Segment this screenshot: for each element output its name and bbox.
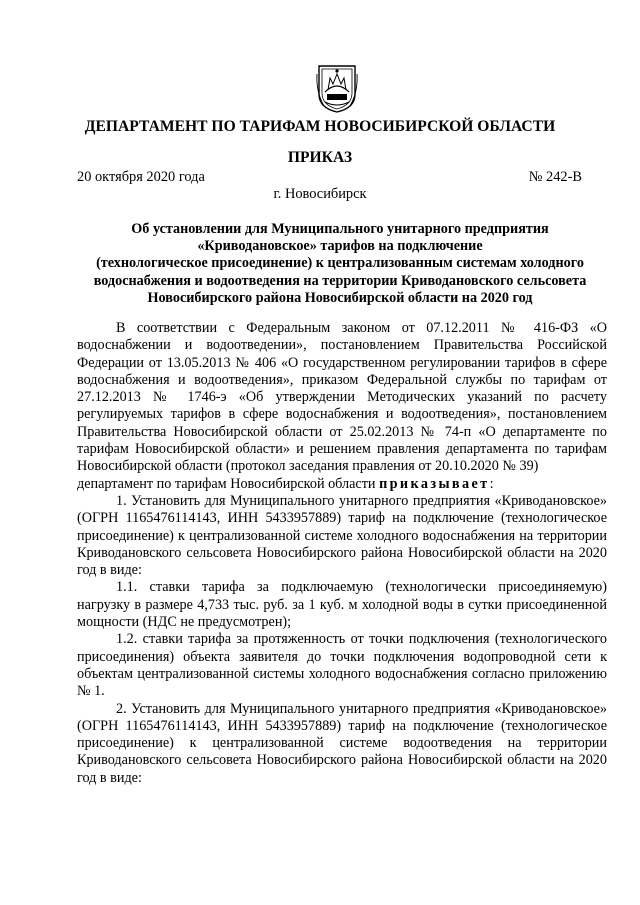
title-line: водоснабжения и водоотведения на территории Криводановского сельсовета	[93, 272, 587, 289]
title-line: Об установлении для Муниципального унитарного предприятия	[131, 221, 549, 237]
document-date: 20 октября 2020 года	[77, 169, 205, 185]
document-body	[77, 320, 607, 787]
document-title	[60, 221, 620, 307]
department-name: ДЕПАРТАМЕНТ ПО ТАРИФАМ НОВОСИБИРСКОЙ ОБЛАСТИ	[84, 118, 556, 135]
paragraph-1-2: 1.2. ставки тарифа за протяженность от точки подключения (технологического присоединения) объекта заявителя до точки подключения водопроводной сети к объектам централизованной системы холодного водоснабжения согласно приложению № 1.	[77, 631, 607, 700]
document-number: № 242-В	[528, 169, 582, 185]
title-line: (технологическое присоединение) к централизованным системам холодного	[96, 255, 584, 272]
paragraph-1-1: 1.1. ставки тарифа за подключаемую (технологически присоединяемую) нагрузку в размере 4,733 тыс. руб. за 1 куб. м холодной воды в сутки присоединенной мощности (НДС не предусмотрен);	[77, 579, 607, 631]
coat-of-arms-emblem	[316, 62, 358, 114]
order-word: приказывает	[379, 475, 490, 492]
order-intro-paragraph	[77, 476, 607, 493]
document-type: ПРИКАЗ	[287, 149, 353, 166]
document-city: г. Новосибирск	[273, 186, 367, 202]
paragraph-2: 2. Установить для Муниципального унитарного предприятия «Криводановское» (ОГРН 1165476114143, ИНН 5433957889) тариф на подключение (технологическое присоединение) к централизованной системе водоотведения на территории Криводановского сельсовета Новосибирского района Новосибирской области на 2020 год в виде:	[77, 700, 607, 786]
preamble-paragraph: В соответствии с Федеральным законом от 07.12.2011 № 416-ФЗ «О водоснабжении и водоотведении», постановлением Правительства Российской Федерации от 13.05.2013 № 406 «О государственном регулировании тарифов в сфере водоснабжения и водоотведения», приказом Федеральной службы по тарифам от 27.12.2013 № 1746-э «Об утверждении Методических указаний по расчету регулируемых тарифов в сфере водоснабжения и водоотведения», постановлением Правительства Новосибирской области от 25.02.2013 № 74-п «О департаменте по тарифам Новосибирской области» и решением правления департамента по тарифам Новосибирской области (протокол заседания правления от 20.10.2020 № 39)	[77, 320, 607, 475]
title-line: «Криводановское» тарифов на подключение	[197, 238, 483, 255]
order-intro-text: департамент по тарифам Новосибирской области	[77, 475, 380, 492]
title-line: Новосибирского района Новосибирской области на 2020 год	[147, 289, 533, 306]
order-colon: :	[489, 475, 494, 492]
paragraph-1: 1. Установить для Муниципального унитарного предприятия «Криводановское» (ОГРН 1165476114143, ИНН 5433957889) тариф на подключение (технологическое присоединение) к централизованной системе холодного водоснабжения на территории Криводановского сельсовета Новосибирского района Новосибирской области на 2020 год в виде:	[77, 492, 607, 579]
